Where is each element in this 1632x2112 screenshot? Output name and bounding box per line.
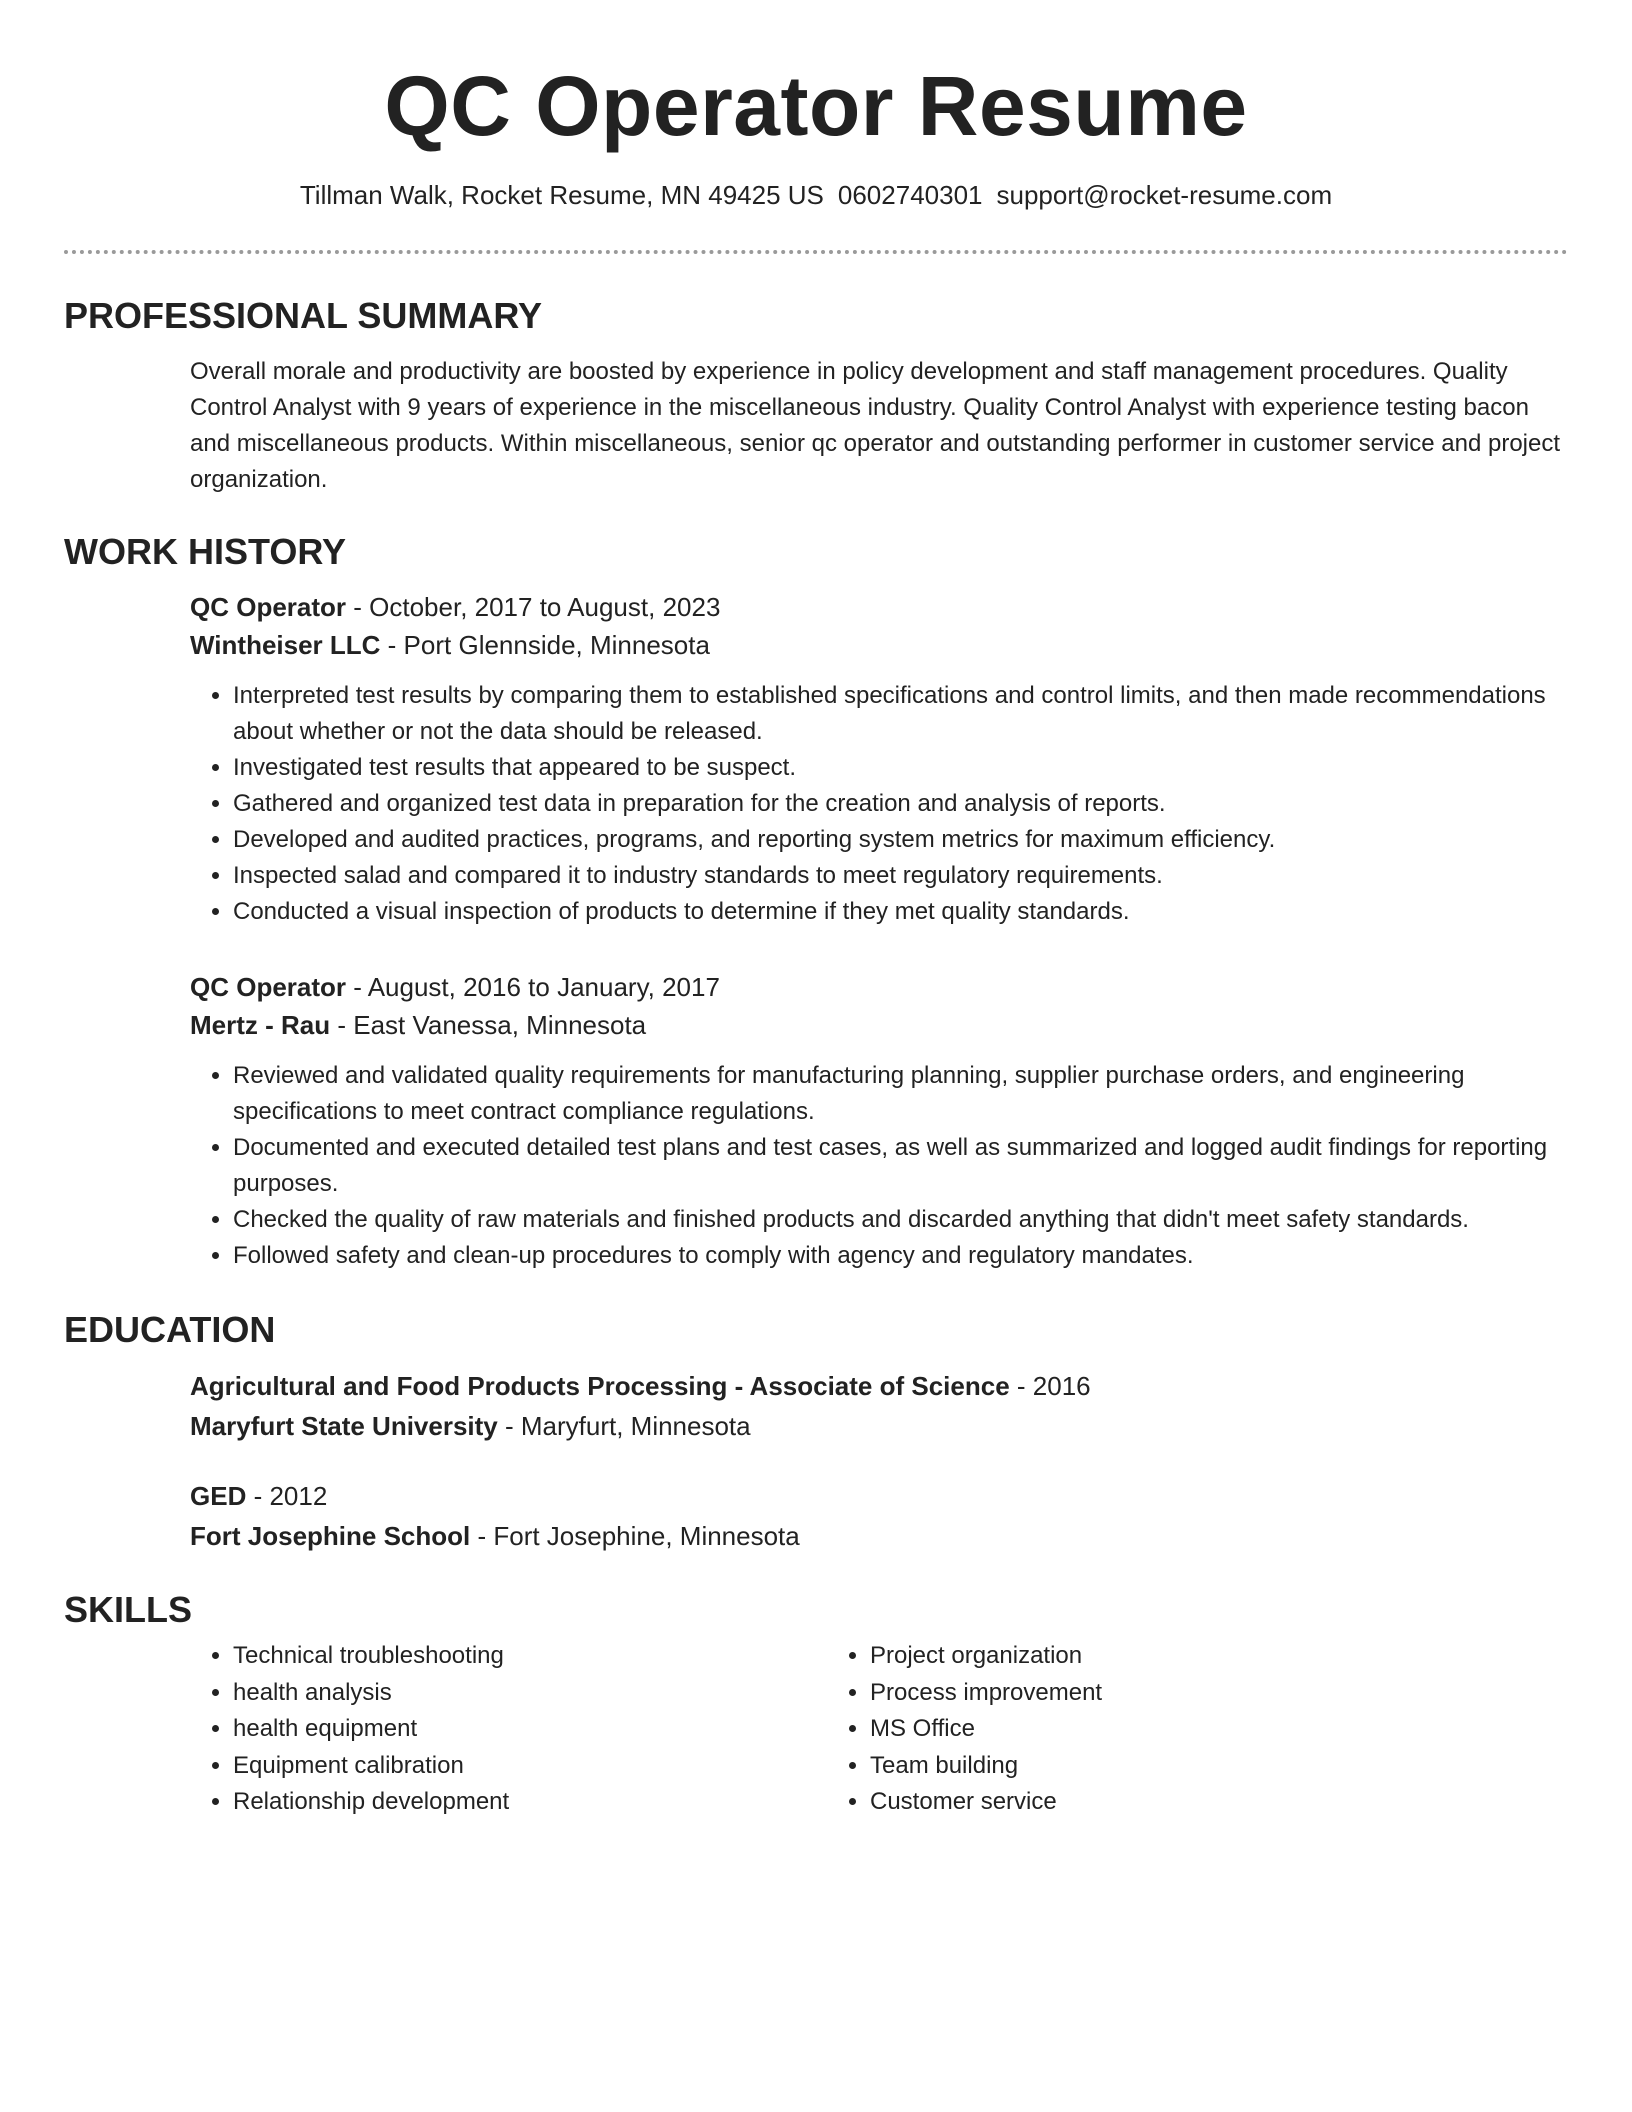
job-title-line (190, 968, 1568, 1006)
education-location: - Maryfurt, Minnesota (497, 1411, 751, 1441)
skills-list-right (827, 1638, 1464, 1821)
job-bullet: • Documented and executed detailed test plans and test cases, as well as summarized and logged audit findings for reporting purposes. (233, 1130, 1568, 1202)
education-school-line (190, 1406, 1568, 1446)
education-location: - Fort Josephine, Minnesota (470, 1521, 800, 1551)
contact-email: support@rocket-resume.com (996, 180, 1333, 210)
skill-item: • health equipment (233, 1711, 827, 1748)
skills-grid (190, 1638, 1568, 1821)
skills-heading: SKILLS (64, 1589, 193, 1630)
resume-title: QC Operator Resume (384, 59, 1248, 153)
job-bullet: • Followed safety and clean-up procedures to comply with agency and regulatory mandates. (233, 1238, 1568, 1274)
education-year: - 2012 (246, 1481, 328, 1511)
education-entry (190, 1476, 1568, 1556)
job-bullet: • Gathered and organized test data in preparation for the creation and analysis of reports. (233, 786, 1568, 822)
job-company-line (190, 626, 1568, 664)
contact-line (0, 178, 1632, 212)
skill-item: • Process improvement (870, 1675, 1464, 1712)
job-entry (190, 968, 1568, 1274)
work-history-section (64, 530, 1568, 1274)
summary-section (64, 294, 1568, 498)
job-title-line (190, 588, 1568, 626)
education-heading: EDUCATION (64, 1309, 276, 1350)
job-role: QC Operator (190, 972, 347, 1002)
job-company: Wintheiser LLC (190, 630, 381, 660)
job-bullets (190, 678, 1568, 930)
education-degree: Agricultural and Food Products Processing - Associate of Science (190, 1371, 1010, 1401)
job-dates: - August, 2016 to January, 2017 (346, 972, 720, 1002)
job-bullet: • Conducted a visual inspection of products to determine if they met quality standards. (233, 894, 1568, 930)
job-location: - Port Glennside, Minnesota (380, 630, 710, 660)
skill-item: • health analysis (233, 1675, 827, 1712)
education-entry (190, 1366, 1568, 1446)
skill-item: • MS Office (870, 1711, 1464, 1748)
skill-item: • Equipment calibration (233, 1748, 827, 1785)
job-location: - East Vanessa, Minnesota (330, 1010, 647, 1040)
education-degree: GED (190, 1481, 247, 1511)
job-dates: - October, 2017 to August, 2023 (346, 592, 721, 622)
education-school: Fort Josephine School (190, 1521, 471, 1551)
job-entry (190, 588, 1568, 930)
education-section (64, 1308, 1568, 1556)
skill-item: • Relationship development (233, 1784, 827, 1821)
education-school: Maryfurt State University (190, 1411, 498, 1441)
education-year: - 2016 (1009, 1371, 1091, 1401)
header-divider (64, 250, 1568, 254)
work-history-heading: WORK HISTORY (64, 531, 347, 572)
job-company: Mertz - Rau (190, 1010, 331, 1040)
job-bullet: • Checked the quality of raw materials and finished products and discarded anything that didn't meet safety standards. (233, 1202, 1568, 1238)
summary-heading: PROFESSIONAL SUMMARY (64, 295, 543, 336)
job-role: QC Operator (190, 592, 347, 622)
job-bullets (190, 1058, 1568, 1274)
skill-item: • Project organization (870, 1638, 1464, 1675)
skill-item: • Customer service (870, 1784, 1464, 1821)
education-school-line (190, 1516, 1568, 1556)
job-bullet: • Investigated test results that appeared to be suspect. (233, 750, 1568, 786)
education-degree-line (190, 1366, 1568, 1406)
summary-text: Overall morale and productivity are boosted by experience in policy development and staff management procedures. Quality Control Analyst with 9 years of experience in the miscellaneous industry. Quality Control Analyst with experience testing bacon and miscellaneous products. Within miscellaneous, senior qc operator and outstanding performer in customer service and project organization. (190, 358, 1561, 493)
contact-phone: 0602740301 (837, 180, 983, 210)
contact-address: Tillman Walk, Rocket Resume, MN 49425 US (299, 180, 824, 210)
education-degree-line (190, 1476, 1568, 1516)
job-bullet: • Inspected salad and compared it to industry standards to meet regulatory requirements. (233, 858, 1568, 894)
job-company-line (190, 1006, 1568, 1044)
job-bullet: • Developed and audited practices, programs, and reporting system metrics for maximum efficiency. (233, 822, 1568, 858)
skills-section (64, 1588, 1568, 1821)
skills-list-left (190, 1638, 827, 1821)
job-bullet: • Interpreted test results by comparing them to established specifications and control limits, and then made recommendations about whether or not the data should be released. (233, 678, 1568, 750)
job-bullet: • Reviewed and validated quality requirements for manufacturing planning, supplier purchase orders, and engineering specifications to meet contract compliance regulations. (233, 1058, 1568, 1130)
skill-item: • Team building (870, 1748, 1464, 1785)
skill-item: • Technical troubleshooting (233, 1638, 827, 1675)
